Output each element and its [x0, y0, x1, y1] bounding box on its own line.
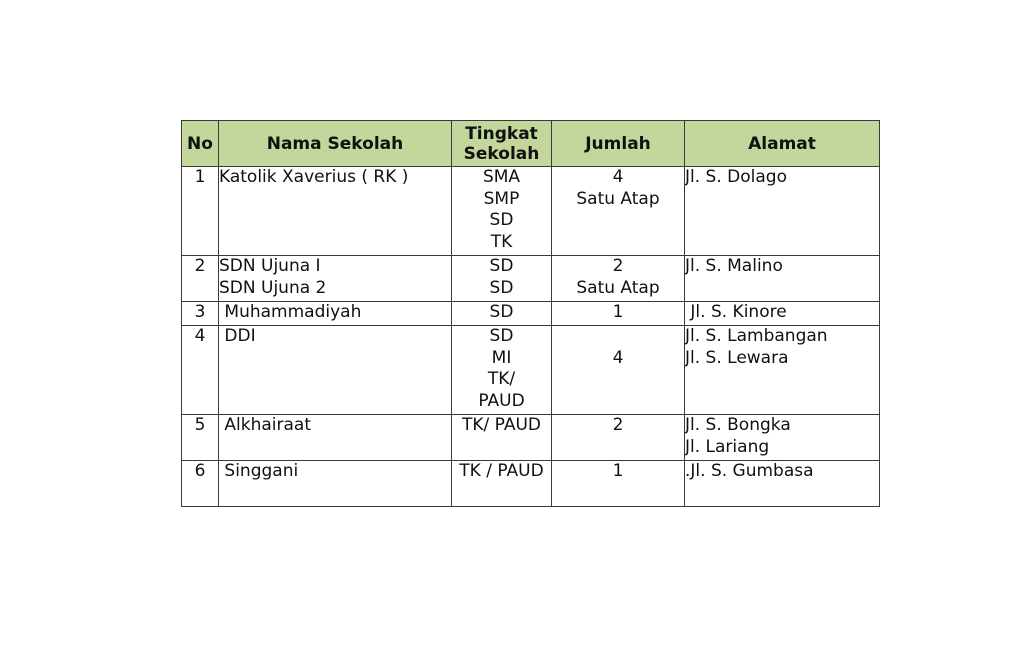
level-line: PAUD [478, 390, 525, 411]
count-line: 1 [612, 461, 624, 481]
schools-table [181, 120, 880, 507]
school-count [552, 326, 685, 415]
address-line: Jl. S. Kinore [685, 302, 787, 322]
count-line: 2 [612, 256, 624, 276]
level-line: TK / PAUD [459, 461, 544, 481]
header-school-level [452, 121, 552, 167]
address-line: Jl. S. Dolago [685, 167, 787, 187]
header-school-level-line-2: Sekolah [463, 143, 540, 164]
level-line: SD [489, 210, 514, 230]
header-school-name: Nama Sekolah [219, 121, 452, 167]
table-header-row [182, 121, 880, 167]
school-name-line: SDN Ujuna 2 [219, 277, 327, 298]
table-row [182, 167, 880, 256]
school-level [452, 302, 552, 326]
count-line: 2 [612, 415, 624, 435]
table-row [182, 461, 880, 507]
school-name [219, 326, 452, 415]
school-name [219, 461, 452, 507]
school-address [685, 326, 880, 415]
header-count: Jumlah [552, 121, 685, 167]
level-line: SMA [482, 167, 521, 187]
count-line: Satu Atap [576, 277, 660, 298]
address-line: Jl. S. Lewara [685, 347, 789, 368]
row-number: 1 [182, 167, 219, 256]
school-level [452, 461, 552, 507]
header-no: No [182, 121, 219, 167]
address-line: .Jl. S. Gumbasa [685, 461, 814, 481]
school-name [219, 415, 452, 461]
table-row [182, 256, 880, 302]
count-line: 4 [612, 167, 624, 187]
school-address [685, 256, 880, 302]
address-line: Jl. S. Lambangan [685, 326, 828, 346]
address-line: Jl. Lariang [685, 436, 770, 457]
school-address [685, 167, 880, 256]
level-line: SD [489, 302, 514, 322]
level-line: SD [489, 277, 514, 298]
level-line: SMP [483, 188, 520, 209]
row-number: 3 [182, 302, 219, 326]
school-count [552, 415, 685, 461]
school-count [552, 256, 685, 302]
level-line: TK/ [487, 369, 516, 389]
level-line: TK/ PAUD [462, 415, 541, 435]
school-level [452, 415, 552, 461]
level-line: MI [491, 347, 512, 368]
address-line: Jl. S. Malino [685, 256, 783, 276]
level-line: TK [490, 231, 513, 252]
level-line: SD [489, 326, 514, 346]
school-name-line: Muhammadiyah [219, 302, 362, 322]
count-line: 1 [612, 302, 624, 322]
school-name-line: Singgani [219, 461, 299, 481]
level-line: SD [489, 256, 514, 276]
table-row [182, 326, 880, 415]
school-name [219, 167, 452, 256]
school-address [685, 461, 880, 507]
school-address [685, 415, 880, 461]
header-address: Alamat [685, 121, 880, 167]
school-name [219, 302, 452, 326]
school-count [552, 167, 685, 256]
table-row [182, 302, 880, 326]
school-name-line: Alkhairaat [219, 415, 312, 435]
school-count [552, 461, 685, 507]
table-row [182, 415, 880, 461]
row-number: 6 [182, 461, 219, 507]
address-line: Jl. S. Bongka [685, 415, 791, 435]
school-address [685, 302, 880, 326]
school-count [552, 302, 685, 326]
school-name-line: DDI [219, 326, 256, 346]
school-level [452, 326, 552, 415]
row-number: 2 [182, 256, 219, 302]
header-school-level-line-1: Tingkat [465, 123, 538, 144]
school-level [452, 167, 552, 256]
row-number: 5 [182, 415, 219, 461]
school-name [219, 256, 452, 302]
school-level [452, 256, 552, 302]
school-name-line: Katolik Xaverius ( RK ) [219, 167, 409, 187]
count-spacer [552, 326, 684, 348]
count-line: 4 [612, 347, 624, 368]
school-name-line: SDN Ujuna I [219, 256, 321, 276]
row-number: 4 [182, 326, 219, 415]
count-line: Satu Atap [576, 188, 660, 209]
